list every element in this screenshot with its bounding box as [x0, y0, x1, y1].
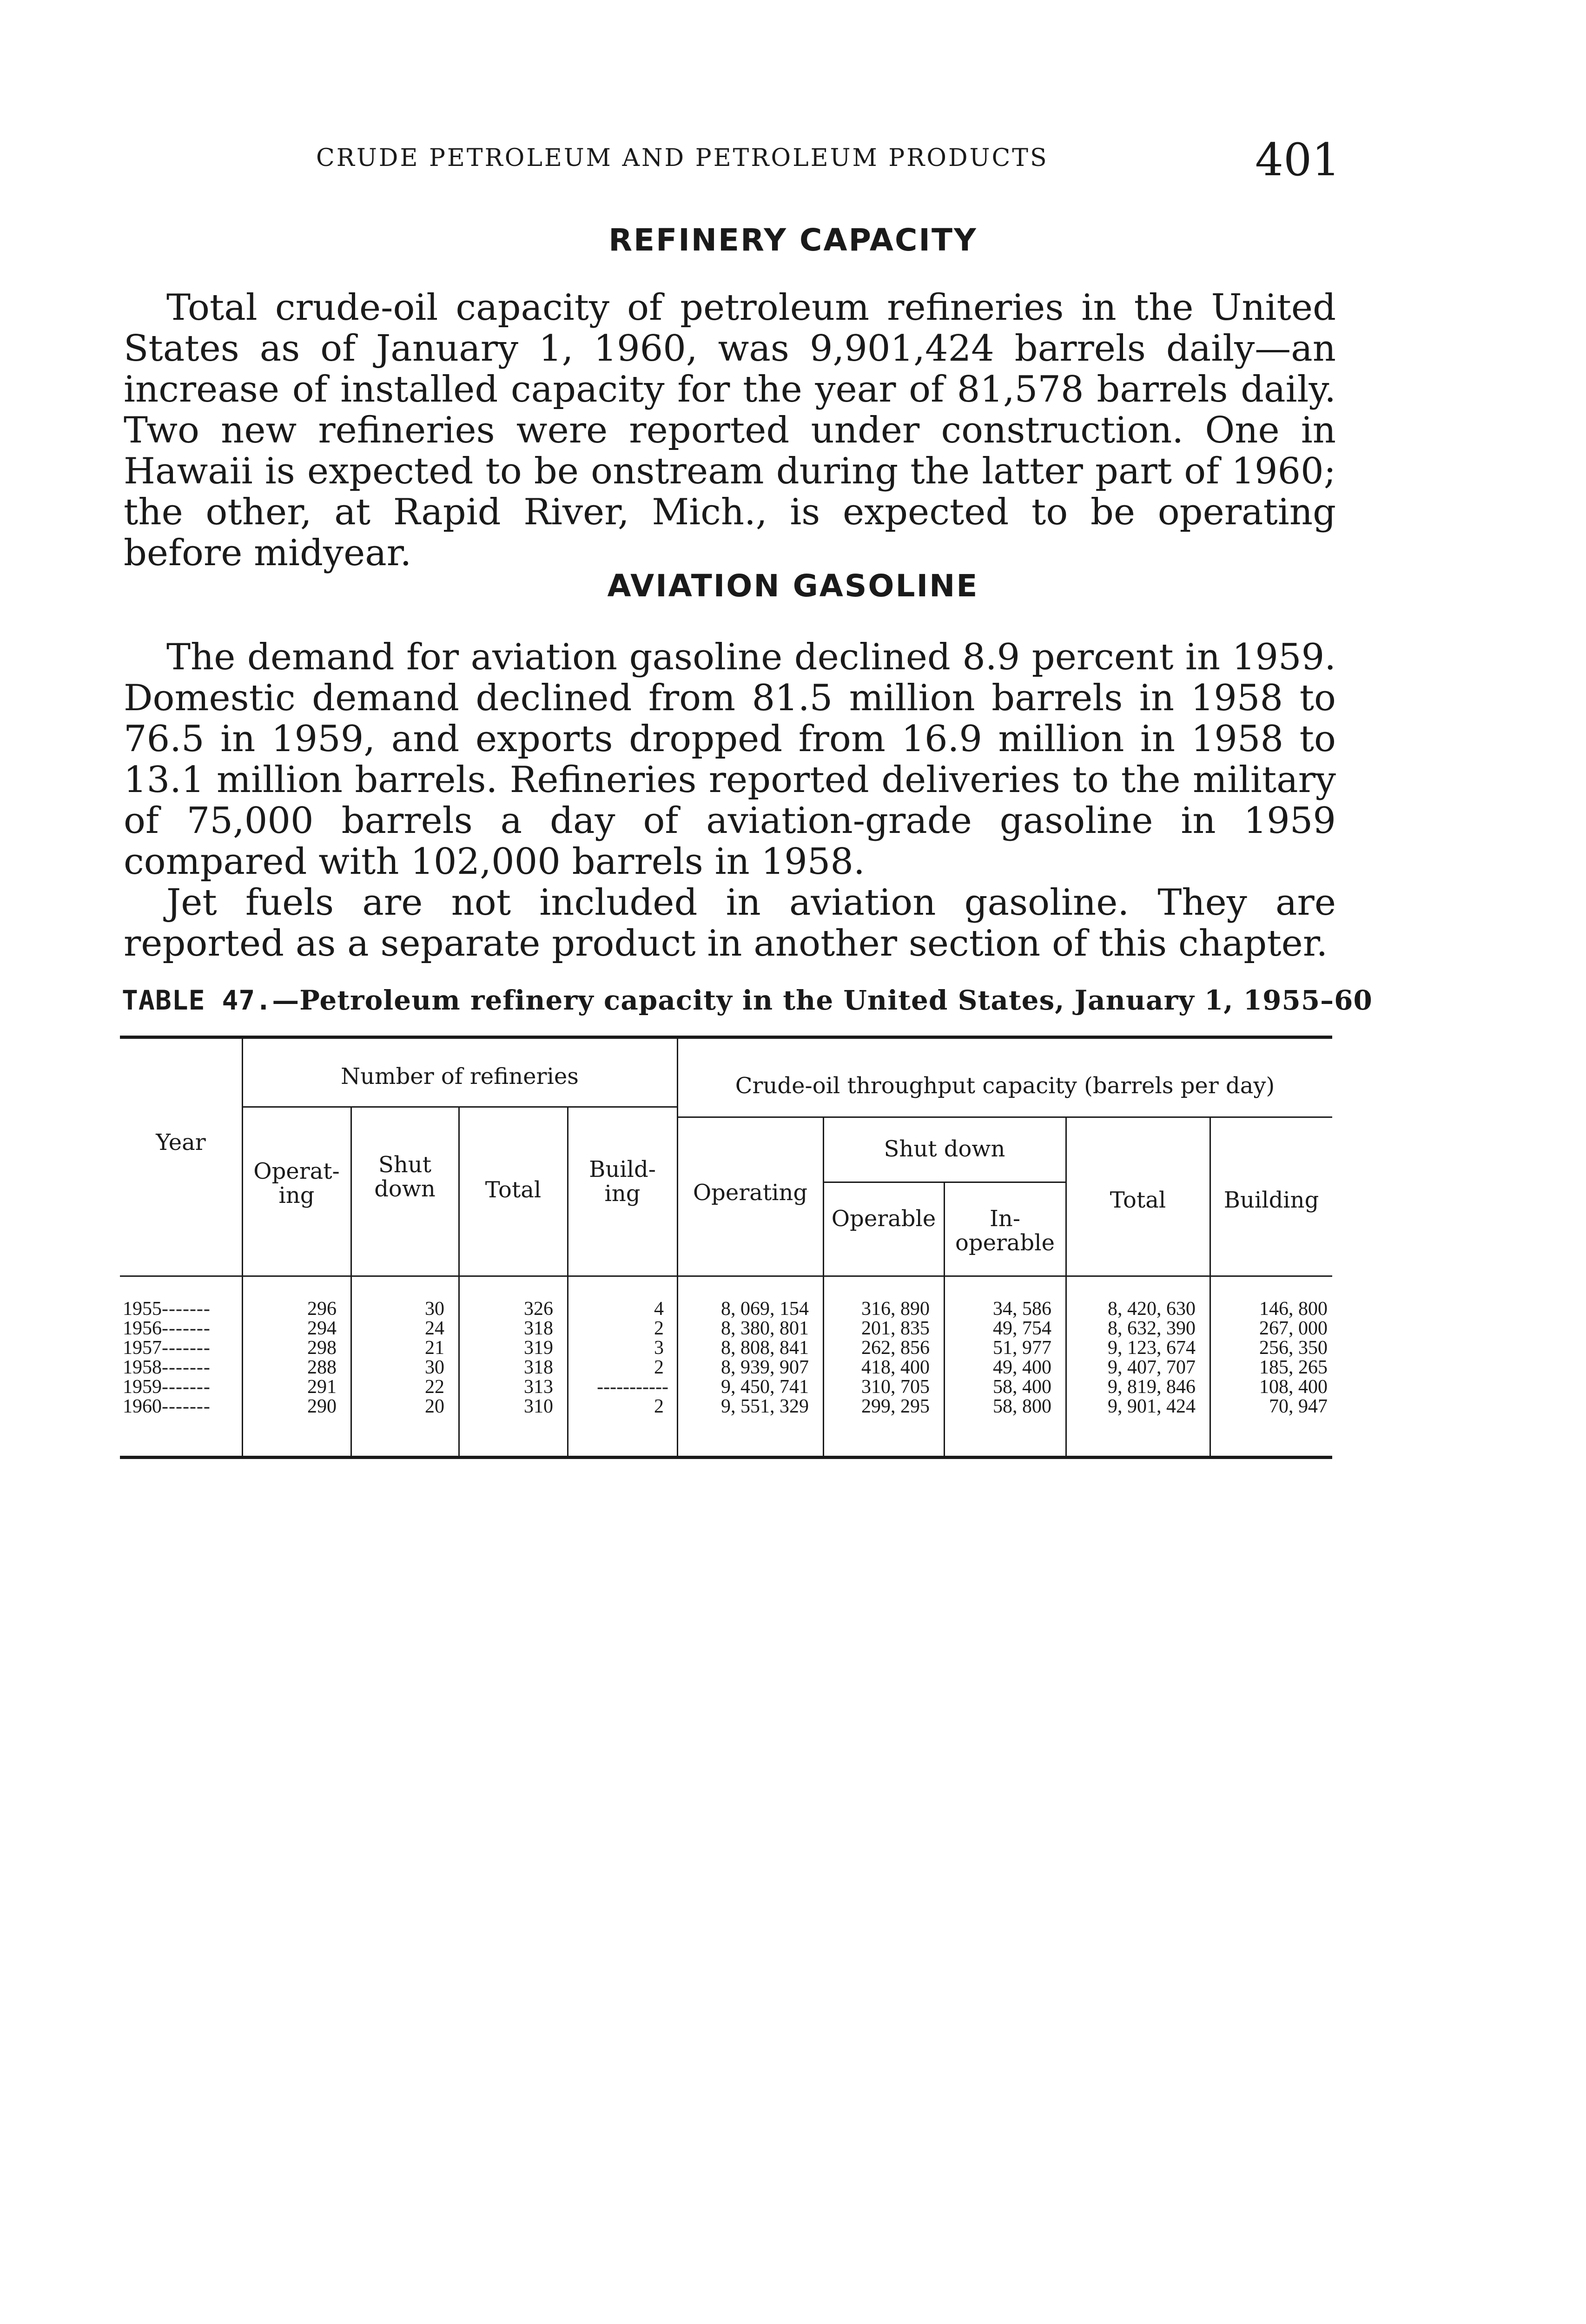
- table-cell-shut-down: 21: [425, 1337, 444, 1359]
- paragraph-jet-fuels: Jet fuels are not included in aviation gasoline. They are reported as a separate product in another section of this chapter.: [124, 882, 1336, 964]
- table-cell-inoperable: 51, 977: [993, 1337, 1051, 1359]
- vrule: [677, 1039, 678, 1456]
- table-cell-empty-dashes: -----------: [597, 1376, 668, 1398]
- table-cell-cap-building: 146, 800: [1259, 1298, 1328, 1320]
- header-year: Year: [156, 1129, 206, 1155]
- leader-dots: -------: [162, 1337, 211, 1359]
- vrule: [567, 1107, 568, 1456]
- table-cell-building: 2: [654, 1318, 664, 1339]
- table-cell-cap-total: 9, 901, 424: [1108, 1396, 1196, 1417]
- year-value: 1955: [123, 1298, 162, 1320]
- header-capacity-building: Building: [1223, 1187, 1319, 1213]
- table-cell-total: 318: [524, 1357, 553, 1378]
- year-value: 1958: [123, 1357, 162, 1378]
- table-cell-inoperable: 58, 400: [993, 1376, 1051, 1398]
- table-row-year: [123, 1319, 239, 1338]
- header-shut-line2: down: [374, 1176, 436, 1202]
- table-cell-operating: 294: [307, 1318, 337, 1339]
- running-head: [0, 134, 1586, 186]
- table-cell-total: 318: [524, 1318, 553, 1339]
- vrule: [944, 1182, 945, 1456]
- header-number-of-refineries: Number of refineries: [341, 1063, 579, 1089]
- leader-dots: -------: [162, 1396, 211, 1417]
- year-value: 1957: [123, 1337, 162, 1359]
- table-cell-cap-building: 185, 265: [1259, 1357, 1328, 1378]
- table-cell-inoperable: 34, 586: [993, 1298, 1051, 1320]
- table-top-rule: [120, 1036, 1332, 1039]
- table-title: —Petroleum refinery capacity in the United States, January 1, 1955–60: [272, 984, 1373, 1016]
- table-cell-shut-down: 24: [425, 1318, 444, 1339]
- shutdown-group-rule: [824, 1182, 1065, 1183]
- table-cell-building: 2: [654, 1357, 664, 1378]
- table-cell-operable: 262, 856: [861, 1337, 930, 1359]
- header-crude-oil-capacity: Crude-oil throughput capacity (barrels per day): [735, 1073, 1275, 1099]
- capacity-group-rule: [678, 1116, 1332, 1118]
- year-value: 1959: [123, 1376, 162, 1398]
- table-cell-operating: 298: [307, 1337, 337, 1359]
- table-cell-cap-total: 8, 420, 630: [1108, 1298, 1196, 1320]
- header-inoperable-line2: operable: [955, 1230, 1055, 1256]
- table-cell-operable: 310, 705: [861, 1376, 930, 1398]
- paragraph-refinery-capacity: Total crude-oil capacity of petroleum refineries in the United States as of January 1, 1960, was 9,901,424 barrels daily—an increase of installed capacity for the year of 81,578 barrels daily. Two new refineries were reported under construction. One in Hawaii is expected to be onstream during the latter part of 1960; the other, at Rapid River, Mich., is expected to be operating before midyear.: [124, 287, 1336, 574]
- table-cell-cap-total: 9, 819, 846: [1108, 1376, 1196, 1398]
- table-cell-cap-operating: 9, 551, 329: [721, 1396, 809, 1417]
- table-cell-total: 313: [524, 1376, 553, 1398]
- vrule: [242, 1039, 243, 1456]
- table-cell-cap-building: 256, 350: [1259, 1337, 1328, 1359]
- header-building: [568, 1157, 677, 1206]
- table-cell-inoperable: 58, 800: [993, 1396, 1051, 1417]
- header-operating-line1: Operat-: [253, 1158, 340, 1184]
- table-cell-building: 4: [654, 1298, 664, 1320]
- table-cell-operating: 291: [307, 1376, 337, 1398]
- header-shut-down: [351, 1153, 458, 1201]
- table-cell-cap-building: 108, 400: [1259, 1376, 1328, 1398]
- table-cell-operating: 290: [307, 1396, 337, 1417]
- table-cell-shut-down: 20: [425, 1396, 444, 1417]
- vrule: [350, 1107, 352, 1456]
- refineries-group-rule: [243, 1106, 678, 1108]
- year-value: 1960: [123, 1396, 162, 1417]
- header-inoperable: [945, 1207, 1065, 1255]
- leader-dots: -------: [162, 1376, 211, 1398]
- table-cell-cap-building: 70, 947: [1269, 1396, 1328, 1417]
- table-cell-operable: 201, 835: [861, 1318, 930, 1339]
- header-operating-line2: ing: [278, 1182, 315, 1208]
- table-cell-operable: 418, 400: [861, 1357, 930, 1378]
- vrule: [1209, 1117, 1211, 1456]
- header-building-line2: ing: [604, 1181, 641, 1207]
- table-cell-cap-total: 8, 632, 390: [1108, 1318, 1196, 1339]
- table-caption: [122, 984, 1373, 1016]
- header-building-line1: Build-: [589, 1156, 656, 1182]
- table-cell-shut-down: 22: [425, 1376, 444, 1398]
- table-cell-cap-operating: 8, 808, 841: [721, 1337, 809, 1359]
- table-row-year: [123, 1300, 239, 1318]
- header-capacity-total: Total: [1110, 1187, 1166, 1213]
- header-operating: [243, 1159, 350, 1208]
- header-inoperable-line1: In-: [989, 1206, 1021, 1232]
- table-cell-operable: 316, 890: [861, 1298, 930, 1320]
- table-cell-shut-down: 30: [425, 1357, 444, 1378]
- header-capacity-shut-down: Shut down: [884, 1136, 1005, 1162]
- section-heading-aviation-gasoline: AVIATION GASOLINE: [607, 568, 979, 604]
- table-cell-cap-building: 267, 000: [1259, 1318, 1328, 1339]
- table-cell-operating: 296: [307, 1298, 337, 1320]
- table-cell-operating: 288: [307, 1357, 337, 1378]
- header-shut-line1: Shut: [378, 1152, 431, 1178]
- header-operable: Operable: [831, 1206, 936, 1232]
- table-number: TABLE 47.: [122, 984, 272, 1016]
- table-cell-total: 319: [524, 1337, 553, 1359]
- table-cell-operable: 299, 295: [861, 1396, 930, 1417]
- table-cell-cap-total: 9, 123, 674: [1108, 1337, 1196, 1359]
- leader-dots: -------: [162, 1357, 211, 1378]
- table-bottom-rule: [120, 1456, 1332, 1459]
- table-cell-total: 326: [524, 1298, 553, 1320]
- table-cell-building: 3: [654, 1337, 664, 1359]
- table-row-year: [123, 1358, 239, 1377]
- table-cell-cap-operating: 8, 069, 154: [721, 1298, 809, 1320]
- section-heading-refinery-capacity: REFINERY CAPACITY: [608, 222, 978, 258]
- vrule: [458, 1107, 460, 1456]
- header-bottom-rule: [120, 1275, 1332, 1277]
- page-number: 401: [1255, 134, 1341, 186]
- paragraph-aviation-demand: The demand for aviation gasoline declined 8.9 percent in 1959. Domestic demand declined from 81.5 million barrels in 1958 to 76.5 in 1959, and exports dropped from 16.9 million in 1958 to 13.1 million barrels. Refineries reported deliveries to the military of 75,000 barrels a day of aviation-grade gasoline in 1959 compared with 102,000 barrels in 1958.: [124, 636, 1336, 883]
- table-cell-cap-operating: 8, 939, 907: [721, 1357, 809, 1378]
- vrule: [823, 1117, 824, 1456]
- table-cell-shut-down: 30: [425, 1298, 444, 1320]
- table-cell-cap-operating: 9, 450, 741: [721, 1376, 809, 1398]
- table-cell-building: 2: [654, 1396, 664, 1417]
- header-total: Total: [485, 1177, 542, 1203]
- table-row-year: [123, 1397, 239, 1416]
- header-capacity-operating: Operating: [693, 1180, 808, 1206]
- table-cell-cap-operating: 8, 380, 801: [721, 1318, 809, 1339]
- table-cell-inoperable: 49, 754: [993, 1318, 1051, 1339]
- table-cell-cap-total: 9, 407, 707: [1108, 1357, 1196, 1378]
- leader-dots: -------: [162, 1298, 211, 1320]
- leader-dots: -------: [162, 1318, 211, 1339]
- table-row-year: [123, 1339, 239, 1357]
- table-cell-inoperable: 49, 400: [993, 1357, 1051, 1378]
- vrule: [1065, 1117, 1067, 1456]
- year-value: 1956: [123, 1318, 162, 1339]
- table-row-year: [123, 1378, 239, 1396]
- running-title: CRUDE PETROLEUM AND PETROLEUM PRODUCTS: [316, 144, 1049, 172]
- table-cell-total: 310: [524, 1396, 553, 1417]
